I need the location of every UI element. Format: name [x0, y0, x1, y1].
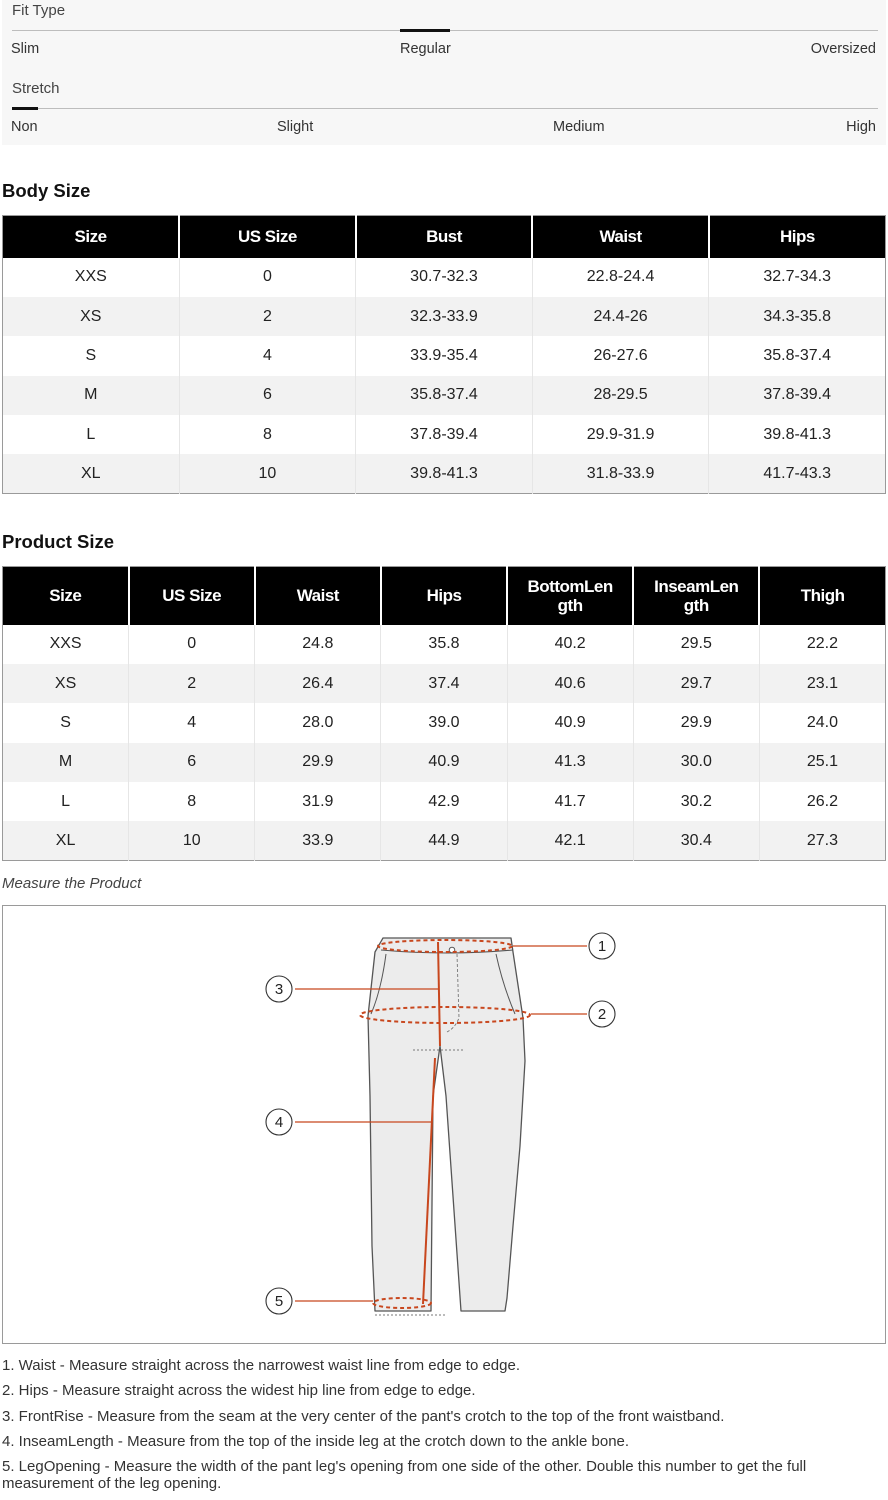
callout-3-number: 3 [274, 981, 284, 998]
body-size-title: Body Size [2, 180, 91, 201]
callout-4 [266, 1109, 292, 1135]
table-cell: 30.0 [633, 743, 759, 782]
table-cell: 40.9 [507, 703, 633, 742]
table-row [3, 743, 886, 782]
table-cell: 2 [129, 664, 255, 703]
table-cell: 39.0 [381, 703, 507, 742]
table-cell: XS [3, 297, 180, 336]
table-cell: 4 [129, 703, 255, 742]
table-cell: 29.9 [255, 743, 381, 782]
note-front-rise: 3. FrontRise - Measure from the seam at the very center of the pant's crotch to the top of the front waistband. [2, 1407, 725, 1425]
table-cell: 29.9 [633, 703, 759, 742]
column-header [633, 567, 759, 625]
table-cell: 22.2 [759, 625, 885, 664]
table-cell: S [3, 336, 180, 375]
table-cell: 27.3 [759, 821, 885, 860]
table-cell: 35.8-37.4 [709, 336, 886, 375]
table-cell: 2 [179, 297, 356, 336]
table-cell: 6 [129, 743, 255, 782]
callout-1-number: 1 [597, 938, 607, 955]
diagram-caption: Measure the Product [2, 875, 142, 892]
note-hips: 2. Hips - Measure straight across the widest hip line from edge to edge. [2, 1382, 476, 1400]
header-text-line: InseamLen [654, 576, 739, 596]
table-row [3, 782, 886, 821]
table-cell: 8 [129, 782, 255, 821]
column-header: Size [3, 567, 129, 625]
fit-panel [2, 0, 886, 145]
table-cell: 29.7 [633, 664, 759, 703]
callout-3 [266, 976, 292, 1002]
stretch-label-medium: Medium [553, 119, 605, 135]
body-size-table [2, 215, 886, 494]
table-cell: 35.8-37.4 [356, 376, 533, 415]
product-size-title: Product Size [2, 531, 115, 552]
table-cell: L [3, 415, 180, 454]
note-waist: 1. Waist - Measure straight across the narrowest waist line from edge to edge. [2, 1357, 521, 1374]
table-cell: 26.4 [255, 664, 381, 703]
table-cell: XXS [3, 258, 180, 297]
header-text-line: gth [557, 595, 583, 615]
column-header: Size [3, 216, 180, 258]
table-cell: 32.7-34.3 [709, 258, 886, 297]
callout-5-number: 5 [274, 1293, 284, 1310]
table-cell: 0 [129, 625, 255, 664]
table-cell: 40.6 [507, 664, 633, 703]
pants-outline [368, 938, 525, 1311]
table-cell: 41.3 [507, 743, 633, 782]
table-row [3, 297, 886, 336]
stretch-track [12, 108, 878, 109]
stretch-label-non: Non [11, 119, 38, 135]
table-cell: 39.8-41.3 [356, 454, 533, 493]
stretch-label-high: High [846, 119, 876, 135]
header-text-line: gth [683, 595, 709, 615]
callout-5 [266, 1288, 292, 1314]
note-leg-opening: 5. LegOpening - Measure the width of the pant leg's opening from one side of the other. Double this number to get the full measurement of the leg opening. [2, 1458, 807, 1493]
table-cell: M [3, 743, 129, 782]
table-cell: 29.5 [633, 625, 759, 664]
table-cell: 37.8-39.4 [356, 415, 533, 454]
table-cell: 33.9-35.4 [356, 336, 533, 375]
table-row [3, 415, 886, 454]
column-header: Bust [356, 216, 533, 258]
table-cell: 0 [179, 258, 356, 297]
table-cell: 25.1 [759, 743, 885, 782]
table-cell: L [3, 782, 129, 821]
table-row [3, 376, 886, 415]
table-cell: 30.2 [633, 782, 759, 821]
table-row [3, 336, 886, 375]
column-header: Hips [381, 567, 507, 625]
fit-type-label-slim: Slim [11, 41, 40, 57]
column-header [507, 567, 633, 625]
table-cell: 32.3-33.9 [356, 297, 533, 336]
stretch-label-slight: Slight [277, 119, 314, 135]
table-cell: 22.8-24.4 [532, 258, 709, 297]
callout-4-number: 4 [274, 1114, 284, 1131]
table-cell: 29.9-31.9 [532, 415, 709, 454]
column-header: US Size [129, 567, 255, 625]
table-cell: XS [3, 664, 129, 703]
table-row [3, 703, 886, 742]
table-row [3, 454, 886, 493]
column-header: Waist [532, 216, 709, 258]
table-cell: 41.7-43.3 [709, 454, 886, 493]
column-header: US Size [179, 216, 356, 258]
measurement-diagram [2, 905, 886, 1344]
table-cell: 31.9 [255, 782, 381, 821]
fit-type-label-regular: Regular [400, 41, 451, 57]
column-header: Waist [255, 567, 381, 625]
fit-type-title: Fit Type [12, 2, 66, 19]
table-cell: 10 [179, 454, 356, 493]
column-header: Thigh [759, 567, 885, 625]
table-cell: 42.1 [507, 821, 633, 860]
table-cell: 42.9 [381, 782, 507, 821]
table-cell: 24.0 [759, 703, 885, 742]
note-inseam-length: 4. InseamLength - Measure from the top of the inside leg at the crotch down to the ankle bone. [2, 1432, 630, 1450]
stretch-title: Stretch [12, 80, 60, 97]
table-cell: 26-27.6 [532, 336, 709, 375]
table-cell: 24.8 [255, 625, 381, 664]
table-cell: 40.9 [381, 743, 507, 782]
table-cell: 28-29.5 [532, 376, 709, 415]
table-cell: 26.2 [759, 782, 885, 821]
callout-2-number: 2 [597, 1006, 607, 1023]
table-cell: 44.9 [381, 821, 507, 860]
table-cell: 28.0 [255, 703, 381, 742]
table-cell: 23.1 [759, 664, 885, 703]
table-cell: 39.8-41.3 [709, 415, 886, 454]
table-cell: 24.4-26 [532, 297, 709, 336]
table-cell: 31.8-33.9 [532, 454, 709, 493]
table-cell: XXS [3, 625, 129, 664]
table-cell: 30.7-32.3 [356, 258, 533, 297]
product-size-table [2, 566, 886, 861]
table-cell: XL [3, 821, 129, 860]
table-cell: 41.7 [507, 782, 633, 821]
callout-1 [589, 933, 615, 959]
fit-type-label-oversized: Oversized [810, 41, 876, 57]
header-text-line: BottomLen [527, 576, 613, 596]
table-row [3, 664, 886, 703]
callout-2 [589, 1001, 615, 1027]
table-cell: 4 [179, 336, 356, 375]
table-cell: 8 [179, 415, 356, 454]
stretch-selected-marker [12, 107, 38, 110]
pants-illustration [3, 906, 885, 1343]
table-cell: 10 [129, 821, 255, 860]
measurement-notes [2, 1357, 886, 1500]
table-cell: M [3, 376, 180, 415]
table-header-row [3, 567, 886, 625]
fit-type-selected-marker [400, 29, 450, 32]
table-cell: 37.4 [381, 664, 507, 703]
column-header: Hips [709, 216, 886, 258]
table-cell: 6 [179, 376, 356, 415]
table-cell: 37.8-39.4 [709, 376, 886, 415]
table-cell: 35.8 [381, 625, 507, 664]
table-cell: S [3, 703, 129, 742]
table-row [3, 258, 886, 297]
table-cell: 40.2 [507, 625, 633, 664]
table-header-row [3, 216, 886, 258]
table-cell: 33.9 [255, 821, 381, 860]
table-cell: 34.3-35.8 [709, 297, 886, 336]
table-row [3, 821, 886, 860]
table-row [3, 625, 886, 664]
table-cell: 30.4 [633, 821, 759, 860]
table-cell: XL [3, 454, 180, 493]
